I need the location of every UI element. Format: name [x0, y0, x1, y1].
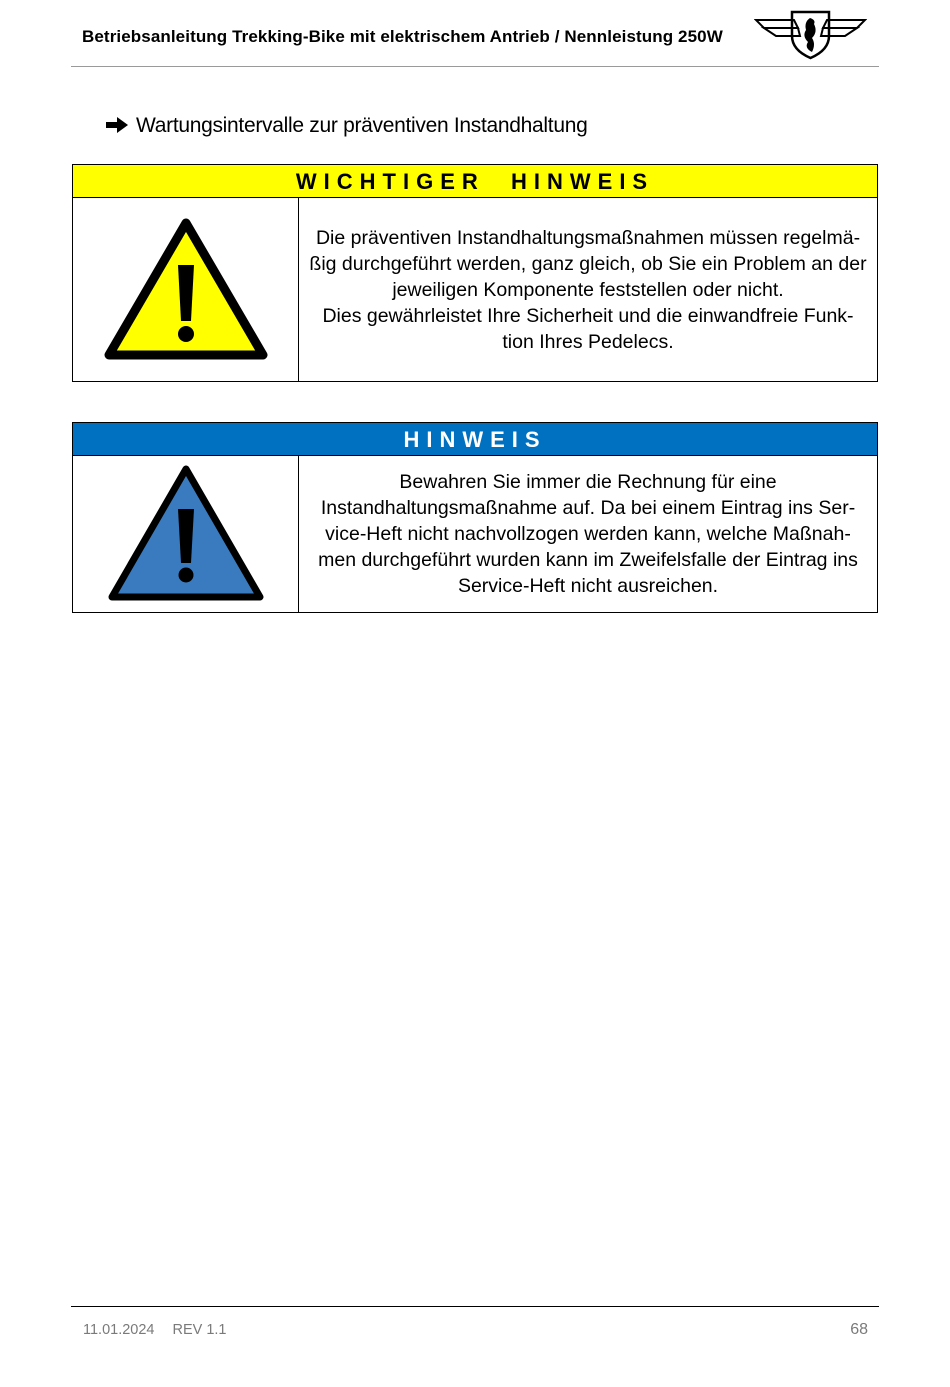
header-divider [71, 66, 879, 67]
page-number: 68 [850, 1321, 868, 1338]
note-line: men durchgeführt wurden kann im Zweifelsfalle der Eintrag ins [318, 549, 858, 571]
document-header-title: Betriebsanleitung Trekking-Bike mit elektrischem Antrieb / Nennleistung 250W [82, 27, 723, 46]
note-box [72, 422, 878, 613]
important-notice-title: WICHTIGER HINWEIS [73, 165, 877, 198]
notice-line: tion Ihres Pedelecs. [502, 330, 674, 353]
footer-divider [71, 1306, 879, 1307]
section-heading-text: Wartungsintervalle zur präventiven Instandhaltung [136, 114, 588, 137]
note-line: Instandhaltungsmaßnahme auf. Da bei einem Eintrag ins Ser- [320, 497, 856, 519]
footer-info [83, 1322, 227, 1338]
right-arrow-icon [106, 117, 128, 133]
important-notice-box [72, 164, 878, 382]
notice-line: ßig durchgeführt werden, ganz gleich, ob Sie ein Problem an der [309, 252, 867, 275]
note-line: vice-Heft nicht nachvollzogen werden kann, welche Maßnah- [325, 523, 851, 545]
winged-logo-icon [754, 6, 867, 60]
important-notice-text [299, 198, 877, 381]
note-line: Service-Heft nicht ausreichen. [457, 575, 719, 597]
footer-revision: REV 1.1 [172, 1322, 227, 1338]
note-line: Bewahren Sie immer die Rechnung für eine [399, 471, 777, 493]
important-notice-icon-cell [73, 198, 299, 381]
footer-date: 11.01.2024 [83, 1322, 155, 1338]
section-heading [106, 114, 587, 138]
note-icon-cell [73, 456, 299, 612]
warning-triangle-yellow-icon [103, 217, 269, 363]
notice-line: Die präventiven Instandhaltungsmaßnahmen müssen regelmä- [315, 226, 861, 249]
note-text [299, 456, 877, 612]
note-title: HINWEIS [73, 423, 877, 456]
notice-line: Dies gewährleistet Ihre Sicherheit und die einwandfreie Funk- [322, 304, 854, 327]
notice-line: jeweiligen Komponente feststellen oder nicht. [392, 278, 784, 301]
warning-triangle-blue-icon [106, 463, 266, 605]
